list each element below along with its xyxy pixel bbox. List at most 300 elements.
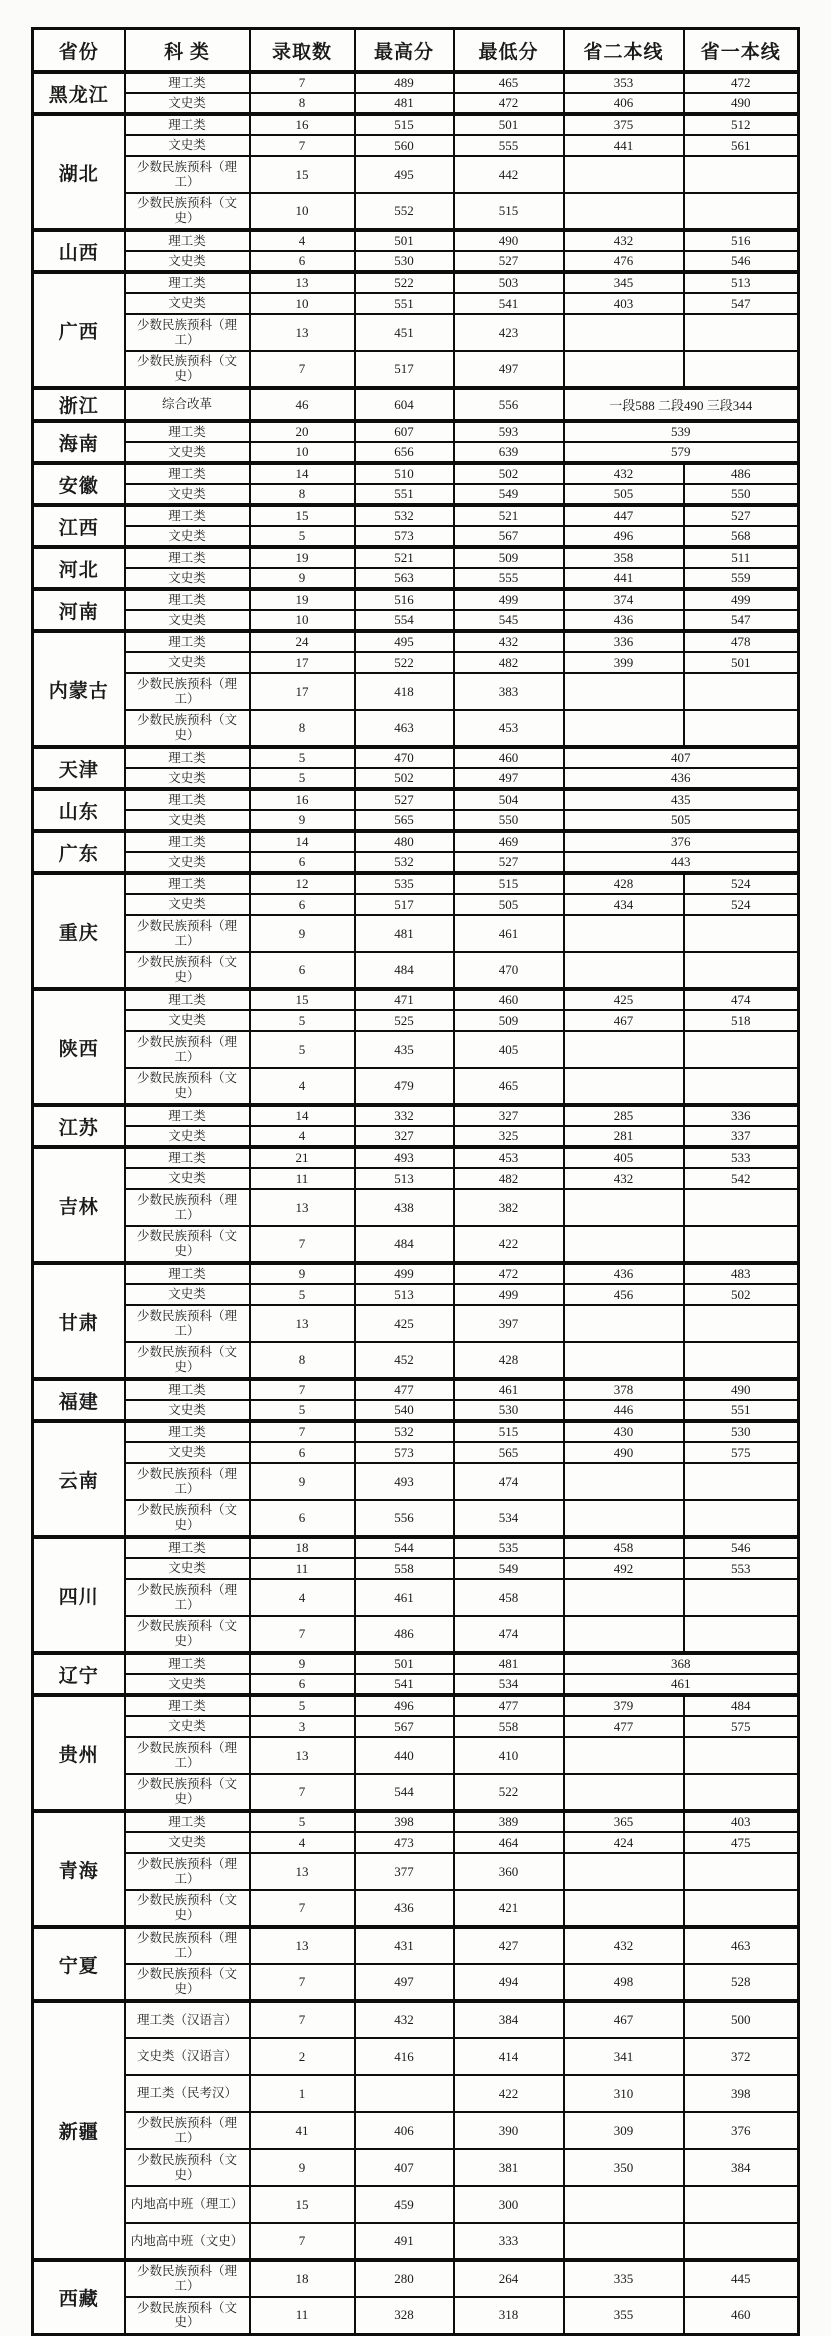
table-row <box>33 1342 799 1379</box>
max-score-cell: 527 <box>355 789 454 810</box>
tier2-line-cell <box>564 673 684 710</box>
category-cell: 文史类 <box>125 568 250 589</box>
max-score-cell: 461 <box>355 1579 454 1616</box>
max-score-cell: 459 <box>355 2186 454 2223</box>
tier1-line-cell: 486 <box>684 463 799 484</box>
table-row <box>33 1284 799 1305</box>
tier1-line-cell: 403 <box>684 1811 799 1832</box>
table-row <box>33 1421 799 1442</box>
tier2-line-cell <box>564 1579 684 1616</box>
tier1-line-cell: 500 <box>684 2001 799 2038</box>
tier1-line-cell: 524 <box>684 873 799 894</box>
province-cell: 海南 <box>33 421 125 463</box>
tier2-line-cell <box>564 915 684 952</box>
tier1-line-cell: 483 <box>684 1263 799 1284</box>
category-cell: 文史类 <box>125 652 250 673</box>
category-cell: 理工类 <box>125 1695 250 1716</box>
col-header-tier1-line: 省一本线 <box>684 29 799 73</box>
table-row <box>33 673 799 710</box>
category-cell: 理工类 <box>125 505 250 526</box>
tier2-line-cell: 379 <box>564 1695 684 1716</box>
tier1-line-cell: 501 <box>684 652 799 673</box>
category-cell: 理工类 <box>125 1379 250 1400</box>
tier1-line-cell: 528 <box>684 1964 799 2001</box>
count-cell: 21 <box>250 1147 355 1168</box>
tier2-line-cell <box>564 2223 684 2260</box>
count-cell: 13 <box>250 272 355 293</box>
tier2-line-cell: 405 <box>564 1147 684 1168</box>
category-cell: 理工类 <box>125 72 250 93</box>
table-row <box>33 526 799 547</box>
count-cell: 8 <box>250 484 355 505</box>
min-score-cell: 527 <box>454 251 564 272</box>
tier1-line-cell: 463 <box>684 1927 799 1964</box>
tier2-line-cell: 378 <box>564 1379 684 1400</box>
tier2-line-cell: 490 <box>564 1442 684 1463</box>
tier2-line-cell <box>564 1853 684 1890</box>
max-score-cell: 438 <box>355 1189 454 1226</box>
category-cell: 少数民族预科（文史） <box>125 1964 250 2001</box>
category-cell: 少数民族预科（理工） <box>125 2260 250 2297</box>
count-cell: 8 <box>250 1342 355 1379</box>
category-cell: 理工类 <box>125 789 250 810</box>
category-cell: 少数民族预科（理工） <box>125 1853 250 1890</box>
count-cell: 19 <box>250 589 355 610</box>
max-score-cell: 491 <box>355 2223 454 2260</box>
tier1-line-cell <box>684 1305 799 1342</box>
tier2-line-cell: 424 <box>564 1832 684 1853</box>
max-score-cell: 607 <box>355 421 454 442</box>
min-score-cell: 264 <box>454 2260 564 2297</box>
max-score-cell: 532 <box>355 852 454 873</box>
category-cell: 少数民族预科（文史） <box>125 193 250 230</box>
tier1-line-cell: 484 <box>684 1695 799 1716</box>
table-row <box>33 1695 799 1716</box>
max-score-cell: 406 <box>355 2112 454 2149</box>
count-cell: 10 <box>250 293 355 314</box>
max-score-cell: 573 <box>355 526 454 547</box>
min-score-cell: 470 <box>454 952 564 989</box>
table-row <box>33 1653 799 1674</box>
count-cell: 17 <box>250 673 355 710</box>
province-cell: 甘肃 <box>33 1263 125 1379</box>
tier1-line-cell: 547 <box>684 293 799 314</box>
province-cell: 广东 <box>33 831 125 873</box>
max-score-cell: 477 <box>355 1379 454 1400</box>
tier1-line-cell: 376 <box>684 2112 799 2149</box>
table-row <box>33 463 799 484</box>
table-row <box>33 1927 799 1964</box>
max-score-cell: 573 <box>355 1442 454 1463</box>
count-cell: 5 <box>250 1811 355 1832</box>
count-cell: 11 <box>250 1168 355 1189</box>
tier1-line-cell: 336 <box>684 1105 799 1126</box>
table-row <box>33 442 799 463</box>
category-cell: 理工类 <box>125 1147 250 1168</box>
tier2-line-cell: 492 <box>564 1558 684 1579</box>
min-score-cell: 423 <box>454 314 564 351</box>
count-cell: 7 <box>250 2001 355 2038</box>
min-score-cell: 442 <box>454 156 564 193</box>
tier2-line-cell: 432 <box>564 1927 684 1964</box>
count-cell: 10 <box>250 193 355 230</box>
min-score-cell: 550 <box>454 810 564 831</box>
table-row <box>33 93 799 114</box>
table-row <box>33 293 799 314</box>
tier2-line-cell <box>564 1500 684 1537</box>
max-score-cell: 525 <box>355 1010 454 1031</box>
tier1-line-cell: 546 <box>684 1537 799 1558</box>
min-score-cell: 318 <box>454 2297 564 2334</box>
category-cell: 文史类 <box>125 1442 250 1463</box>
max-score-cell: 604 <box>355 388 454 421</box>
table-row <box>33 1890 799 1927</box>
count-cell: 13 <box>250 1927 355 1964</box>
category-cell: 理工类 <box>125 1537 250 1558</box>
table-row <box>33 1811 799 1832</box>
tier1-line-cell: 474 <box>684 989 799 1010</box>
count-cell: 9 <box>250 1463 355 1500</box>
tier1-line-cell: 499 <box>684 589 799 610</box>
count-cell: 5 <box>250 1010 355 1031</box>
tier2-line-cell: 406 <box>564 93 684 114</box>
table-row <box>33 652 799 673</box>
tier2-line-cell: 285 <box>564 1105 684 1126</box>
tier2-line-cell: 358 <box>564 547 684 568</box>
tier1-line-cell: 372 <box>684 2038 799 2075</box>
max-score-cell: 328 <box>355 2297 454 2334</box>
table-row <box>33 2186 799 2223</box>
min-score-cell: 410 <box>454 1737 564 1774</box>
tier2-line-cell: 353 <box>564 72 684 93</box>
min-score-cell: 389 <box>454 1811 564 1832</box>
category-cell: 理工类 <box>125 272 250 293</box>
min-score-cell: 422 <box>454 2075 564 2112</box>
min-score-cell: 422 <box>454 1226 564 1263</box>
tier1-line-cell: 384 <box>684 2149 799 2186</box>
tier2-line-cell: 441 <box>564 135 684 156</box>
category-cell: 文史类（汉语言） <box>125 2038 250 2075</box>
max-score-cell: 501 <box>355 230 454 251</box>
min-score-cell: 494 <box>454 1964 564 2001</box>
count-cell: 8 <box>250 93 355 114</box>
table-row <box>33 388 799 421</box>
count-cell: 16 <box>250 114 355 135</box>
min-score-cell: 556 <box>454 388 564 421</box>
min-score-cell: 482 <box>454 652 564 673</box>
min-score-cell: 472 <box>454 93 564 114</box>
tier2-line-cell <box>564 1305 684 1342</box>
min-score-cell: 481 <box>454 1653 564 1674</box>
table-row <box>33 810 799 831</box>
max-score-cell: 398 <box>355 1811 454 1832</box>
table-row <box>33 1010 799 1031</box>
tier1-line-cell <box>684 1853 799 1890</box>
tier2-line-cell <box>564 314 684 351</box>
category-cell: 少数民族预科（文史） <box>125 710 250 747</box>
table-row <box>33 2112 799 2149</box>
tier1-line-cell: 490 <box>684 93 799 114</box>
count-cell: 20 <box>250 421 355 442</box>
category-cell: 文史类 <box>125 442 250 463</box>
count-cell: 9 <box>250 915 355 952</box>
category-cell: 文史类 <box>125 293 250 314</box>
tier1-line-cell: 559 <box>684 568 799 589</box>
province-cell: 安徽 <box>33 463 125 505</box>
max-score-cell: 499 <box>355 1263 454 1284</box>
tier2-line-cell: 350 <box>564 2149 684 2186</box>
max-score-cell: 280 <box>355 2260 454 2297</box>
tier2-line-cell: 456 <box>564 1284 684 1305</box>
max-score-cell: 541 <box>355 1674 454 1695</box>
tier2-line-cell: 345 <box>564 272 684 293</box>
count-cell: 14 <box>250 463 355 484</box>
count-cell: 5 <box>250 1031 355 1068</box>
category-cell: 少数民族预科（文史） <box>125 1890 250 1927</box>
min-score-cell: 555 <box>454 568 564 589</box>
min-score-cell: 460 <box>454 989 564 1010</box>
max-score-cell: 554 <box>355 610 454 631</box>
max-score-cell: 535 <box>355 873 454 894</box>
max-score-cell: 407 <box>355 2149 454 2186</box>
min-score-cell: 382 <box>454 1189 564 1226</box>
category-cell: 文史类 <box>125 1400 250 1421</box>
category-cell: 文史类 <box>125 1168 250 1189</box>
tier2-line-cell: 399 <box>564 652 684 673</box>
table-row <box>33 1463 799 1500</box>
category-cell: 理工类 <box>125 989 250 1010</box>
category-cell: 文史类 <box>125 1284 250 1305</box>
count-cell: 4 <box>250 1068 355 1105</box>
merged-line-cell: 505 <box>564 810 799 831</box>
min-score-cell: 639 <box>454 442 564 463</box>
province-cell: 陕西 <box>33 989 125 1105</box>
category-cell: 文史类 <box>125 526 250 547</box>
max-score-cell: 432 <box>355 2001 454 2038</box>
province-cell: 吉林 <box>33 1147 125 1263</box>
tier1-line-cell: 551 <box>684 1400 799 1421</box>
min-score-cell: 461 <box>454 915 564 952</box>
min-score-cell: 567 <box>454 526 564 547</box>
min-score-cell: 482 <box>454 1168 564 1189</box>
count-cell: 13 <box>250 1305 355 1342</box>
tier1-line-cell: 524 <box>684 894 799 915</box>
category-cell: 文史类 <box>125 810 250 831</box>
max-score-cell: 560 <box>355 135 454 156</box>
table-row <box>33 114 799 135</box>
col-header-province: 省份 <box>33 29 125 73</box>
count-cell: 19 <box>250 547 355 568</box>
min-score-cell: 549 <box>454 1558 564 1579</box>
count-cell: 4 <box>250 1126 355 1147</box>
min-score-cell: 469 <box>454 831 564 852</box>
table-row <box>33 251 799 272</box>
province-cell: 浙江 <box>33 388 125 421</box>
category-cell: 理工类 <box>125 230 250 251</box>
province-cell: 江西 <box>33 505 125 547</box>
tier1-line-cell: 542 <box>684 1168 799 1189</box>
tier2-line-cell: 310 <box>564 2075 684 2112</box>
category-cell: 理工类 <box>125 873 250 894</box>
count-cell: 1 <box>250 2075 355 2112</box>
count-cell: 7 <box>250 72 355 93</box>
tier2-line-cell <box>564 351 684 388</box>
province-cell: 福建 <box>33 1379 125 1421</box>
min-score-cell: 593 <box>454 421 564 442</box>
max-score-cell: 532 <box>355 1421 454 1442</box>
category-cell: 文史类 <box>125 1010 250 1031</box>
category-cell: 少数民族预科（理工） <box>125 915 250 952</box>
table-row <box>33 421 799 442</box>
min-score-cell: 515 <box>454 193 564 230</box>
max-score-cell: 565 <box>355 810 454 831</box>
max-score-cell: 495 <box>355 631 454 652</box>
tier2-line-cell: 467 <box>564 1010 684 1031</box>
tier1-line-cell <box>684 1189 799 1226</box>
province-cell: 河南 <box>33 589 125 631</box>
province-cell: 天津 <box>33 747 125 789</box>
max-score-cell: 440 <box>355 1737 454 1774</box>
table-row <box>33 1832 799 1853</box>
count-cell: 18 <box>250 1537 355 1558</box>
count-cell: 15 <box>250 2186 355 2223</box>
table-row <box>33 747 799 768</box>
max-score-cell: 656 <box>355 442 454 463</box>
tier2-line-cell: 447 <box>564 505 684 526</box>
count-cell: 5 <box>250 1400 355 1421</box>
col-header-count: 录取数 <box>250 29 355 73</box>
merged-line-cell: 579 <box>564 442 799 463</box>
max-score-cell: 436 <box>355 1890 454 1927</box>
max-score-cell: 435 <box>355 1031 454 1068</box>
category-cell: 文史类 <box>125 1558 250 1579</box>
count-cell: 7 <box>250 1379 355 1400</box>
tier2-line-cell: 425 <box>564 989 684 1010</box>
table-row <box>33 1379 799 1400</box>
table-row <box>33 1616 799 1653</box>
min-score-cell: 499 <box>454 589 564 610</box>
category-cell: 少数民族预科（理工） <box>125 1737 250 1774</box>
count-cell: 18 <box>250 2260 355 2297</box>
tier2-line-cell: 432 <box>564 463 684 484</box>
count-cell: 13 <box>250 1189 355 1226</box>
min-score-cell: 405 <box>454 1031 564 1068</box>
col-header-max-score: 最高分 <box>355 29 454 73</box>
min-score-cell: 558 <box>454 1716 564 1737</box>
max-score-cell: 480 <box>355 831 454 852</box>
table-row <box>33 351 799 388</box>
count-cell: 5 <box>250 768 355 789</box>
min-score-cell: 502 <box>454 463 564 484</box>
table-row <box>33 568 799 589</box>
table-row <box>33 1189 799 1226</box>
min-score-cell: 515 <box>454 1421 564 1442</box>
table-row <box>33 2075 799 2112</box>
category-cell: 理工类（民考汉） <box>125 2075 250 2112</box>
category-cell: 少数民族预科（理工） <box>125 156 250 193</box>
count-cell: 14 <box>250 1105 355 1126</box>
max-score-cell: 513 <box>355 1168 454 1189</box>
min-score-cell: 541 <box>454 293 564 314</box>
tier2-line-cell <box>564 1031 684 1068</box>
category-cell: 内地高中班（文史） <box>125 2223 250 2260</box>
tier2-line-cell: 477 <box>564 1716 684 1737</box>
tier1-line-cell: 546 <box>684 251 799 272</box>
count-cell: 15 <box>250 156 355 193</box>
min-score-cell: 325 <box>454 1126 564 1147</box>
count-cell: 6 <box>250 894 355 915</box>
tier2-line-cell <box>564 1616 684 1653</box>
count-cell: 3 <box>250 1716 355 1737</box>
table-row <box>33 1126 799 1147</box>
count-cell: 6 <box>250 251 355 272</box>
category-cell: 文史类 <box>125 610 250 631</box>
count-cell: 4 <box>250 230 355 251</box>
province-cell: 湖北 <box>33 114 125 230</box>
category-cell: 少数民族预科（理工） <box>125 314 250 351</box>
category-cell: 少数民族预科（理工） <box>125 673 250 710</box>
header-row <box>33 29 799 73</box>
category-cell: 文史类 <box>125 93 250 114</box>
max-score-cell: 332 <box>355 1105 454 1126</box>
table-row <box>33 1853 799 1890</box>
tier2-line-cell: 432 <box>564 1168 684 1189</box>
tier2-line-cell: 434 <box>564 894 684 915</box>
count-cell: 24 <box>250 631 355 652</box>
max-score-cell: 517 <box>355 351 454 388</box>
max-score-cell: 567 <box>355 1716 454 1737</box>
category-cell: 理工类 <box>125 1421 250 1442</box>
count-cell: 6 <box>250 952 355 989</box>
table-row <box>33 484 799 505</box>
table-row <box>33 1105 799 1126</box>
min-score-cell: 490 <box>454 230 564 251</box>
count-cell: 17 <box>250 652 355 673</box>
table-row <box>33 1500 799 1537</box>
province-cell: 西藏 <box>33 2260 125 2334</box>
tier2-line-cell: 476 <box>564 251 684 272</box>
province-cell: 河北 <box>33 547 125 589</box>
max-score-cell: 563 <box>355 568 454 589</box>
province-cell: 青海 <box>33 1811 125 1927</box>
table-row <box>33 831 799 852</box>
tier1-line-cell: 512 <box>684 114 799 135</box>
tier1-line-cell <box>684 710 799 747</box>
tier1-line-cell <box>684 1342 799 1379</box>
count-cell: 7 <box>250 1964 355 2001</box>
count-cell: 7 <box>250 1226 355 1263</box>
merged-line-cell: 436 <box>564 768 799 789</box>
max-score-cell: 558 <box>355 1558 454 1579</box>
max-score-cell: 530 <box>355 251 454 272</box>
tier2-line-cell: 441 <box>564 568 684 589</box>
min-score-cell: 497 <box>454 351 564 388</box>
min-score-cell: 465 <box>454 72 564 93</box>
tier1-line-cell <box>684 1463 799 1500</box>
min-score-cell: 522 <box>454 1774 564 1811</box>
table-row <box>33 952 799 989</box>
max-score-cell: 544 <box>355 1774 454 1811</box>
max-score-cell: 473 <box>355 1832 454 1853</box>
table-row <box>33 2260 799 2297</box>
tier1-line-cell: 475 <box>684 1832 799 1853</box>
table-row <box>33 72 799 93</box>
table-row <box>33 2001 799 2038</box>
category-cell: 文史类 <box>125 852 250 873</box>
category-cell: 文史类 <box>125 894 250 915</box>
min-score-cell: 503 <box>454 272 564 293</box>
category-cell: 文史类 <box>125 1126 250 1147</box>
